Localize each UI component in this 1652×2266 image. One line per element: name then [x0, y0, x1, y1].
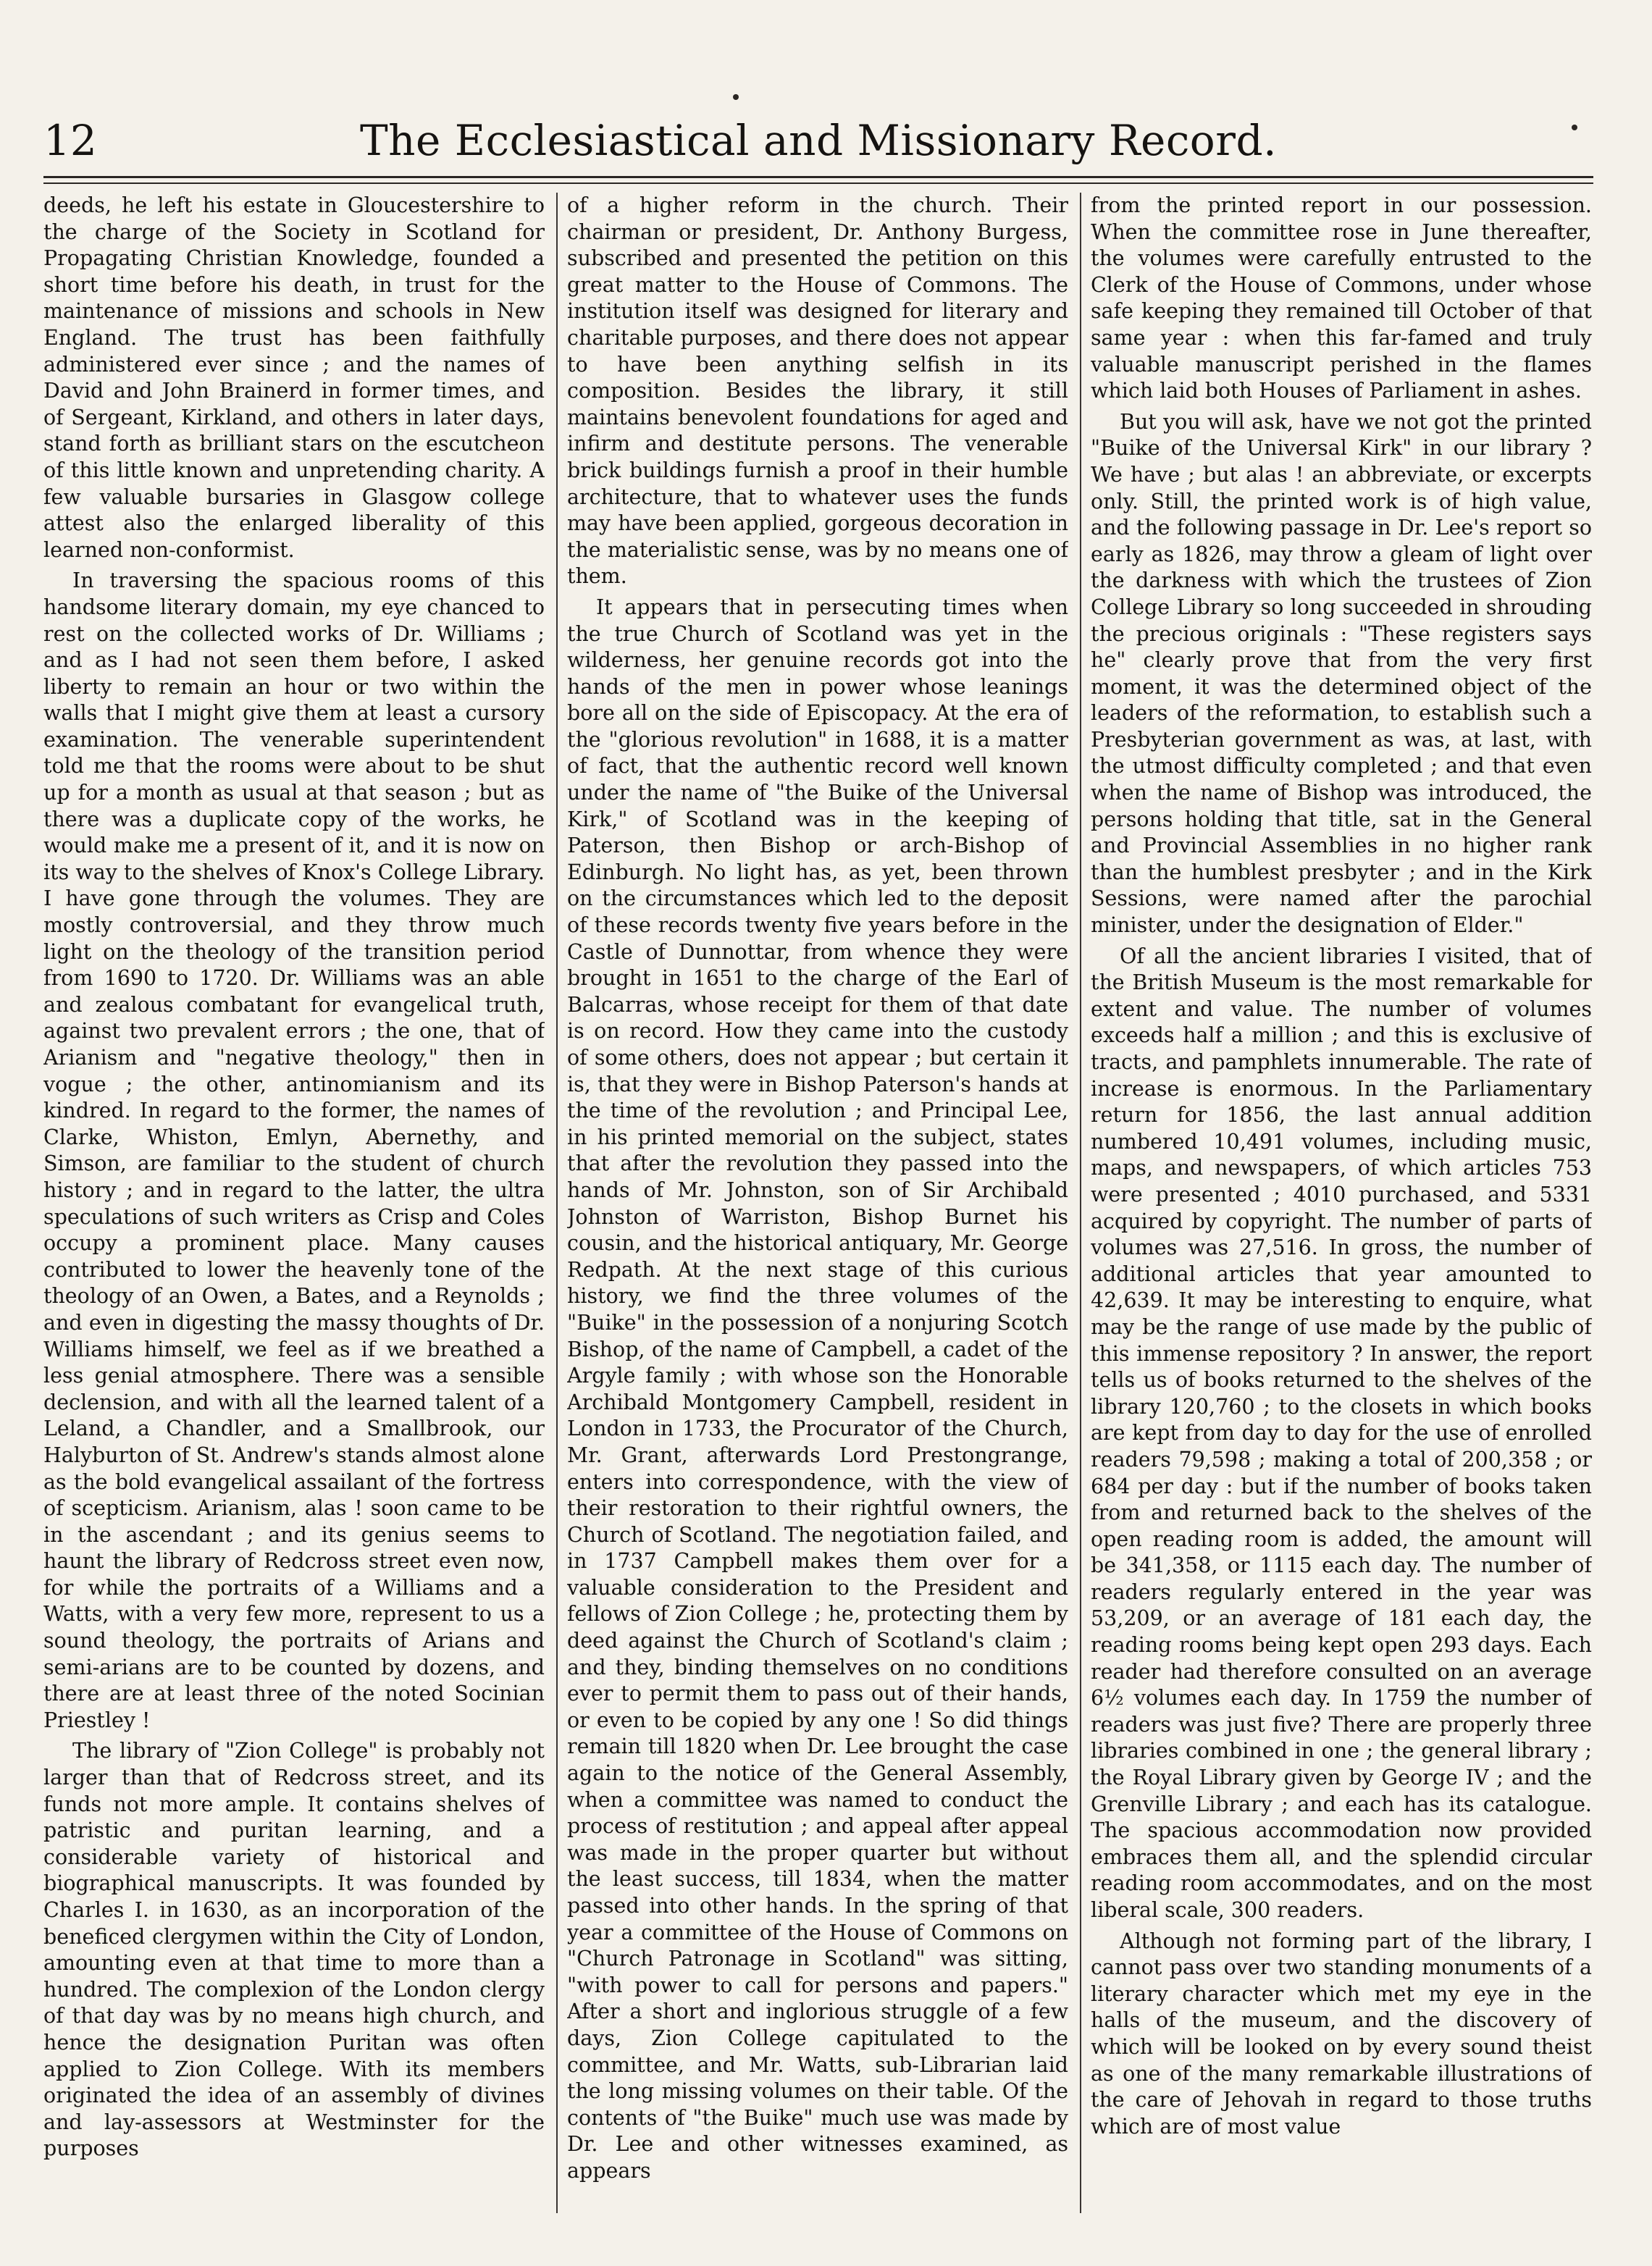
paragraph: But you will ask, have we not got the printed "Buike of the Universal Kirk" in our library ? We have ; but alas ! an abbreviate, or excerpts only. Still, the printed work is of high value, and the following passage in Dr. Lee's report so early as 1826, may throw a gleam of light over the darkness with which the trustees of Zion College Library so long succeeded in shrouding the precious originals : "These registers says he" clearly prove that from the very first moment, it was the determined object of the leaders of the reformation, to establish such a Presbyterian government as was, at last, with the utmost difficulty completed ; and that even when the name of Bishop was introduced, the persons holding that title, sat in the General and Provincial Assemblies in no higher rank than the humblest presbyter ; and in the Kirk Sessions, were named after the parochial minister, under the designation of Elder." — [1091, 409, 1592, 938]
page-number: 12 — [43, 116, 97, 165]
paragraph: of a higher reform in the church. Their chairman or president, Dr. Anthony Burgess, subscribed and presented the petition on this great matter to the House of Commons. The institution itself was designed for literary and charitable purposes, and there does not appear to have been anything selfish in its composition. Besides the library, it still maintains benevolent foundations for aged and infirm and destitute persons. The venerable brick buildings furnish a proof in their humble architecture, that to whatever uses the funds may have been applied, gorgeous decoration in the materialistic sense, was by no means one of them. — [567, 193, 1068, 589]
paragraph: In traversing the spacious rooms of this handsome literary domain, my eye chanced to rest on the collected works of Dr. Williams ; and as I had not seen them before, I asked liberty to remain an hour or two within the walls that I might give them at least a cursory examination. The venerable superintendent told me that the rooms were about to be shut up for a month as usual at that season ; but as there was a duplicate copy of the works, he would make me a present of it, and it is now on its way to the shelves of Knox's College Library. I have gone through the volumes. They are mostly controversial, and they throw much light on the theology of the transition period from 1690 to 1720. Dr. Williams was an able and zealous combatant for evangelical truth, against two prevalent errors ; the one, that of Arianism and "negative theology," then in vogue ; the other, antinomianism and its kindred. In regard to the former, the names of Clarke, Whiston, Emlyn, Abernethy, and Simson, are familiar to the student of church history ; and in regard to the latter, the ultra speculations of such writers as Crisp and Coles occupy a prominent place. Many causes contributed to lower the heavenly tone of the theology of an Owen, a Bates, and a Reynolds ; and even in digesting the massy thoughts of Dr. Williams himself, we feel as if we breathed a less genial atmosphere. There was a sensible declension, and with all the learned talent of a Leland, a Chandler, and a Smallbrook, our Halyburton of St. Andrew's stands almost alone as the bold evangelical assailant of the fortress of scepticism. Arianism, alas ! soon came to be in the ascendant ; and its genius seems to haunt the library of Redcross street even now, for while the portraits of a Williams and a Watts, with a very few more, represent to us a sound theology, the portraits of Arians and semi-arians are to be counted by dozens, and there are at least three of the noted Socinian Priestley ! — [43, 568, 545, 1732]
column-divider — [556, 193, 558, 2213]
paragraph: from the printed report in our possession. When the committee rose in June thereafter, the volumes were carefully entrusted to the Clerk of the House of Commons, under whose safe keeping they remained till October of that same year : when this far-famed and truly valuable manuscript perished in the flames which laid both Houses of Parliament in ashes. — [1091, 193, 1592, 403]
paragraph: deeds, he left his estate in Gloucestershire to the charge of the Society in Scotland for Propagating Christian Knowledge, founded a short time before his death, in trust for the maintenance of missions and schools in New England. The trust has been faithfully administered ever since ; and the names of David and John Brainerd in former times, and of Sergeant, Kirkland, and others in later days, stand forth as brilliant stars on the escutcheon of this little known and unpretending charity. A few valuable bursaries in Glasgow college attest also the enlarged liberality of this learned non-conformist. — [43, 193, 545, 562]
paragraph: It appears that in persecuting times when the true Church of Scotland was yet in the wilderness, her genuine records got into the hands of the men in power whose leanings bore all on the side of Episcopacy. At the era of the "glorious revolution" in 1688, it is a matter of fact, that the authentic record well known under the name of "the Buike of the Universal Kirk," of Scotland was in the keeping of Paterson, then Bishop or arch-Bishop of Edinburgh. No light has, as yet, been thrown on the circumstances which led to the deposit of these records twenty five years before in the Castle of Dunnottar, from whence they were brought in 1651 to the charge of the Earl of Balcarras, whose receipt for them of that date is on record. How they came into the custody of some others, does not appear ; but certain it is, that they were in Bishop Paterson's hands at the time of the revolution ; and Principal Lee, in his printed memorial on the subject, states that after the revolution they passed into the hands of Mr. Johnston, son of Sir Archibald Johnston of Warriston, Bishop Burnet his cousin, and the historical antiquary, Mr. George Redpath. At the next stage of this curious history, we find the three volumes of the "Buike" in the possession of a nonjuring Scotch Bishop, of the name of Campbell, a cadet of the Argyle family ; with whose son the Honorable Archibald Montgomery Campbell, resident in London in 1733, the Procurator of the Church, Mr. Grant, afterwards Lord Prestongrange, enters into correspondence, with the view of their restoration to their rightful owners, the Church of Scotland. The negotiation failed, and in 1737 Campbell makes them over for a valuable consideration to the President and fellows of Zion College ; he, protecting them by deed against the Church of Scotland's claim ; and they, binding themselves on no conditions ever to permit them to pass out of their hands, or even to be copied by any one ! So did things remain till 1820 when Dr. Lee brought the case again to the notice of the General Assembly, when a committee was named to conduct the process of restitution ; and appeal after appeal was made in the proper quarter but without the least success, till 1834, when the matter passed into other hands. In the spring of that year a committee of the House of Commons on "Church Patronage in Scotland" was sitting, "with power to call for persons and papers." After a short and inglorious struggle of a few days, Zion College capitulated to the committee, and Mr. Watts, sub-Librarian laid the long missing volumes on their table. Of the contents of "the Buike" much use was made by Dr. Lee and other witnesses examined, as appears — [567, 595, 1068, 2183]
text-column-3 — [1091, 193, 1592, 2213]
ink-speck — [733, 94, 739, 100]
header-rule-thick — [43, 176, 1593, 178]
paragraph: Although not forming part of the library, I cannot pass over two standing monuments of a literary character which met my eye in the halls of the museum, and the discovery of which will be looked on by every sound theist as one of the many remarkable illustrations of the care of Jehovah in regard to those truths which are of most value — [1091, 1929, 1592, 2139]
paragraph: The library of "Zion College" is probably not larger than that of Redcross street, and its funds not more ample. It contains shelves of patristic and puritan learning, and a considerable variety of historical and biographical manuscripts. It was founded by Charles I. in 1630, as an incorporation of the beneficed clergymen within the City of London, amounting even at that time to more than a hundred. The complexion of the London clergy of that day was by no means high church, and hence the designation Puritan was often applied to Zion College. With its members originated the idea of an assembly of divines and lay-assessors at Westminster for the purposes — [43, 1739, 545, 2161]
header-rule-thin — [43, 182, 1593, 184]
page-header — [43, 116, 1593, 174]
text-column-1 — [43, 193, 545, 2213]
text-column-2 — [567, 193, 1068, 2213]
paragraph: Of all the ancient libraries I visited, that of the British Museum is the most remarkable for extent and value. The number of volumes exceeds half a million ; and this is exclusive of tracts, and pamphlets innumerable. The rate of increase is enormous. In the Parliamentary return for 1856, the last annual addition numbered 10,491 volumes, including music, maps, and newspapers, of which articles 753 were presented ; 4010 purchased, and 5331 acquired by copyright. The number of parts of volumes was 27,516. In gross, the number of additional articles that year amounted to 42,639. It may be interesting to enquire, what may be the range of use made by the public of this immense repository ? In answer, the report tells us of books returned to the shelves of the library 120,760 ; to the closets in which books are kept from day to day for the use of enrolled readers 79,598 ; making a total of 200,358 ; or 684 per day : but if the number of books taken from and returned back to the shelves of the open reading room is added, the amount will be 341,358, or 1115 each day. The number of readers regularly entered in the year was 53,209, or an average of 181 each day, the reading rooms being kept open 293 days. Each reader had therefore consulted on an average 6½ volumes each day. In 1759 the number of readers was just five? There are properly three libraries combined in one ; the general library ; the Royal Library given by George IV ; and the Grenville Library ; and each has its catalogue. The spacious accommodation now provided embraces them all, and the splendid circular reading room accommodates, and on the most liberal scale, 300 readers. — [1091, 944, 1592, 1922]
running-title: The Ecclesiastical and Missionary Record. — [359, 116, 1278, 165]
column-divider — [1080, 193, 1081, 2213]
